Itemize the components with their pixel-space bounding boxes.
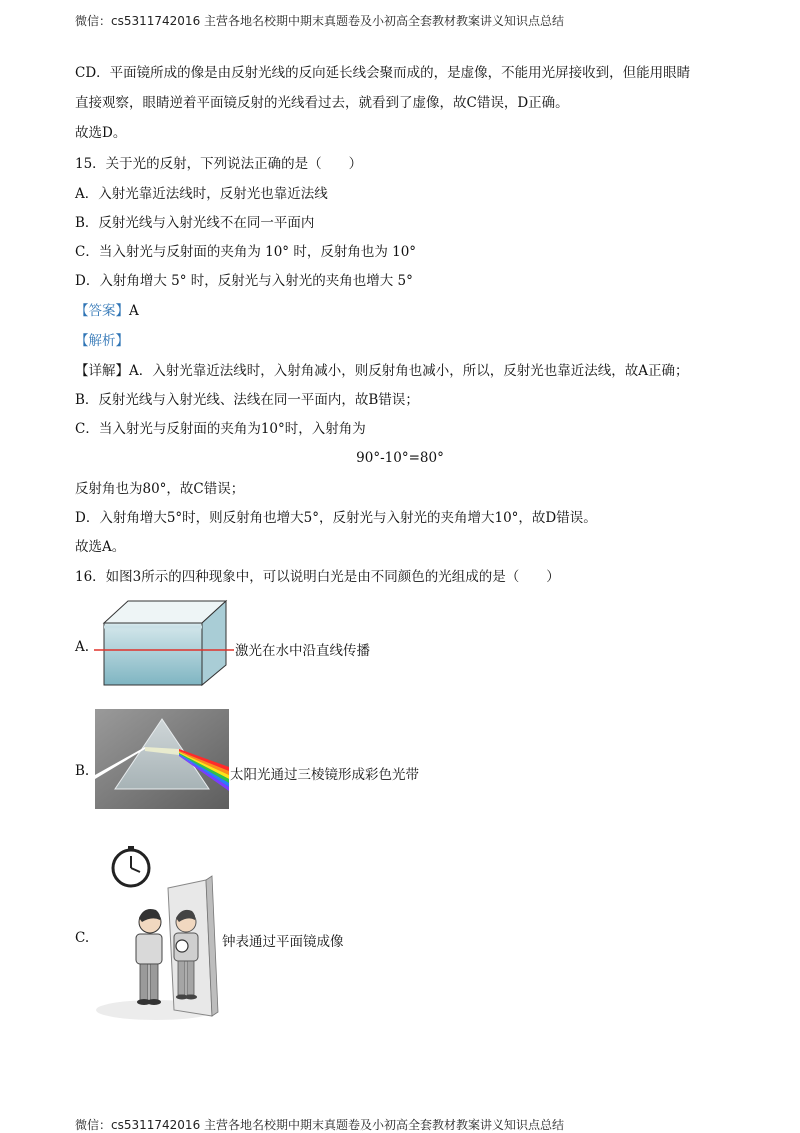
- water-tank-laser-image: [94, 597, 234, 689]
- page-header: 微信：cs5311742016 主营各地名校期中期末真题卷及小初高全套教材教案讲义知识点总结: [75, 14, 565, 28]
- detail-d: D．入射角增大5°时，则反射角也增大5°，反射光与入射光的夹角增大10°，故D错误。: [75, 510, 597, 526]
- q16-option-c-caption: 钟表通过平面镜成像: [222, 934, 344, 950]
- q15-option-c: C．当入射光与反射面的夹角为 10° 时，反射角也为 10°: [75, 244, 417, 260]
- q15-stem: 15．关于光的反射，下列说法正确的是（ ）: [75, 156, 363, 172]
- prev-cd-line1: CD．平面镜所成的像是由反射光线的反向延长线会聚而成的，是虚像，不能用光屏接收到，但能用眼睛: [75, 65, 691, 81]
- mirror-clock-image: [94, 840, 220, 1022]
- answer-tag: 【答案】: [75, 303, 129, 319]
- q16-option-a-caption: 激光在水中沿直线传播: [235, 643, 370, 659]
- q16-option-a-label: A.: [75, 639, 90, 655]
- detail-a: [75, 362, 689, 380]
- q15-answer: [75, 302, 139, 320]
- analysis-tag: 【解析】: [75, 333, 129, 349]
- answer-value: A: [129, 303, 139, 319]
- detail-c2: 反射角也为80°，故C错误；: [75, 481, 245, 497]
- q16-option-b-label: B.: [75, 763, 90, 779]
- q16-stem: 16．如图3所示的四种现象中，可以说明白光是由不同颜色的光组成的是（ ）: [75, 569, 560, 585]
- detail-a-text: A．入射光靠近法线时，入射角减小，则反射角也减小，所以，反射光也靠近法线，故A正确；: [129, 363, 689, 379]
- q15-conclusion: 故选A。: [75, 539, 126, 555]
- q15-option-a: A．入射光靠近法线时，反射光也靠近法线: [75, 186, 328, 202]
- detail-b: B．反射光线与入射光线、法线在同一平面内，故B错误；: [75, 392, 419, 408]
- formula: 90°-10°=80°: [356, 450, 444, 466]
- q15-option-b: B．反射光线与入射光线不在同一平面内: [75, 215, 315, 231]
- detail-c1: C．当入射光与反射面的夹角为10°时，入射角为: [75, 421, 366, 437]
- page-footer: 微信：cs5311742016 主营各地名校期中期末真题卷及小初高全套教材教案讲义知识点总结: [75, 1118, 565, 1132]
- q16-option-b-caption: 太阳光通过三棱镜形成彩色光带: [230, 767, 419, 783]
- prism-spectrum-image: [95, 709, 229, 809]
- q16-option-c-label: C.: [75, 930, 90, 946]
- prev-cd-line2: 直接观察，眼睛逆着平面镜反射的光线看过去，就看到了虚像，故C错误，D正确。: [75, 95, 569, 111]
- q15-option-d: D．入射角增大 5° 时，反射光与入射光的夹角也增大 5°: [75, 273, 413, 289]
- prev-answer: 故选D。: [75, 125, 127, 141]
- detail-tag: 【详解】: [75, 363, 129, 379]
